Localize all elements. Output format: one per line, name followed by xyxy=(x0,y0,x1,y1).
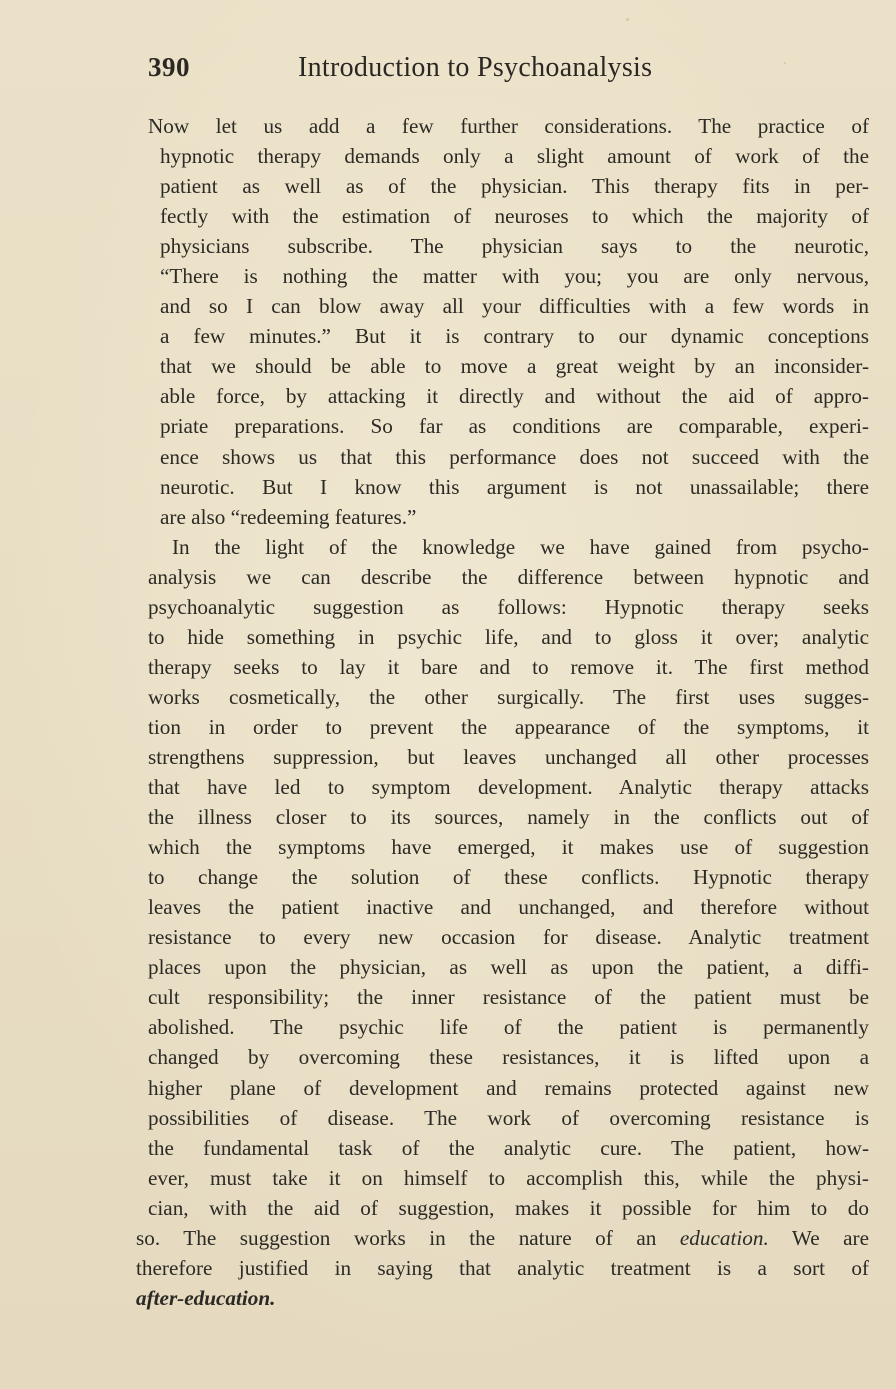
italic-term-after-education: after-education. xyxy=(136,1285,276,1310)
text-line: places upon the physician, as well as upon the patient, a diffi- xyxy=(148,955,869,980)
text-line: possibilities of disease. The work of overcoming resistance is xyxy=(148,1105,869,1130)
text-line xyxy=(136,1283,869,1313)
text-line: analysis we can describe the difference between hypnotic and xyxy=(148,564,869,589)
text-line: strengthens suppression, but leaves unchanged all other processes xyxy=(148,744,869,769)
italic-term-education: education. xyxy=(679,1225,769,1250)
page-header xyxy=(148,52,868,96)
text-line: cult responsibility; the inner resistance of the patient must be xyxy=(148,985,869,1010)
text-line: neurotic. But I know this argument is not unassailable; there xyxy=(160,474,869,499)
text-line: resistance to every new occasion for disease. Analytic treatment xyxy=(148,925,869,950)
text-line: Now let us add a few further considerations. The practice of xyxy=(148,114,869,138)
text-line-with-italic xyxy=(136,1223,869,1253)
text-line: leaves the patient inactive and unchanged, and therefore without xyxy=(148,895,869,920)
paper-speck xyxy=(626,18,629,21)
body-text xyxy=(136,111,869,1313)
text-line: abolished. The psychic life of the patient is permanently xyxy=(148,1015,869,1040)
text-line: able force, by attacking it directly and without the aid of appro- xyxy=(160,384,869,409)
text-line: priate preparations. So far as conditions are comparable, experi- xyxy=(160,414,869,439)
text-line: ever, must take it on himself to accomplish this, while the physi- xyxy=(148,1165,869,1190)
text-line: cian, with the aid of suggestion, makes it possible for him to do xyxy=(148,1195,869,1220)
text-line: which the symptoms have emerged, it makes use of suggestion xyxy=(148,835,869,860)
text-line: are also “redeeming features.” xyxy=(160,504,417,529)
text-line: the illness closer to its sources, namely in the conflicts out of xyxy=(148,805,869,830)
paragraph-2 xyxy=(136,532,869,1313)
text-line: therapy seeks to lay it bare and to remove it. The first method xyxy=(148,654,869,679)
text-fragment: so. The suggestion works in the nature of an xyxy=(136,1225,680,1250)
text-line: to change the solution of these conflicts. Hypnotic therapy xyxy=(148,865,869,890)
text-line: and so I can blow away all your difficulties with a few words in xyxy=(160,294,869,319)
text-line: physicians subscribe. The physician says to the neurotic, xyxy=(160,234,869,259)
text-line: that we should be able to move a great weight by an inconsider- xyxy=(160,354,869,379)
text-line: tion in order to prevent the appearance of the symptoms, it xyxy=(148,714,869,739)
text-line: psychoanalytic suggestion as follows: Hypnotic therapy seeks xyxy=(148,594,869,619)
text-line: a few minutes.” But it is contrary to our dynamic conceptions xyxy=(160,324,869,349)
text-fragment: We are xyxy=(768,1225,869,1250)
text-line: fectly with the estimation of neuroses to which the majority of xyxy=(160,204,869,229)
paragraph-1 xyxy=(136,111,869,532)
text-line: therefore justified in saying that analytic treatment is a sort of xyxy=(136,1255,869,1280)
page-number: 390 xyxy=(148,52,190,82)
text-line: ence shows us that this performance does not succeed with the xyxy=(160,444,869,469)
text-line: patient as well as of the physician. This therapy fits in per- xyxy=(160,174,869,199)
text-line: hypnotic therapy demands only a slight amount of work of the xyxy=(160,144,869,169)
text-line: higher plane of development and remains protected against new xyxy=(148,1075,869,1100)
text-line: works cosmetically, the other surgically. The first uses sugges- xyxy=(148,684,869,709)
text-line: In the light of the knowledge we have gained from psycho- xyxy=(172,534,869,559)
text-line: to hide something in psychic life, and to gloss it over; analytic xyxy=(148,624,869,649)
text-line: the fundamental task of the analytic cure. The patient, how- xyxy=(148,1135,869,1160)
text-line: that have led to symptom development. Analytic therapy attacks xyxy=(148,775,869,800)
text-line: “There is nothing the matter with you; you are only nervous, xyxy=(160,264,869,289)
text-line: changed by overcoming these resistances, it is lifted upon a xyxy=(148,1045,869,1070)
running-head: Introduction to Psychoanalysis xyxy=(298,52,653,83)
